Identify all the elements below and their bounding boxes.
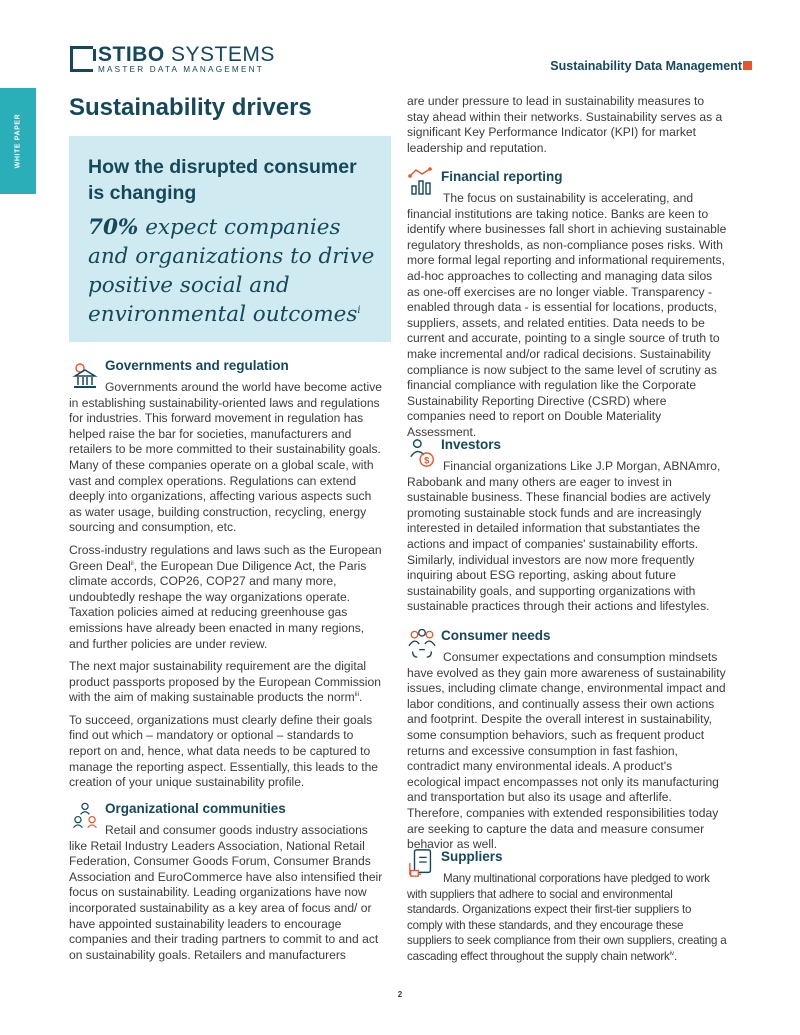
accent-square (743, 61, 752, 70)
page-heading: Sustainability drivers (69, 94, 312, 121)
document-title: Sustainability Data Management (550, 59, 742, 73)
consumer-body: Consumer expectations and consumption mindsets have evolved as they gain more awareness of sustainability issues, including climate change, environmental impact and labor conditions, and continually assess their own actions and footprint. Despite the overall interest in sustainability, some consumption behaviors, such as frequent product returns and excessive consumption in fast fashion, contradict many environmental ideals. A product's ecological impact encompasses not only its manufacturing and transportation but also its usage and afterlife. Therefore, companies with extended responsibilities today are seeking to capture the data and measure consumer behavior as well. (407, 650, 726, 852)
callout-title: How the disrupted consumer is changing (88, 156, 357, 204)
continuation-text: are under pressure to lead in sustainability measures to stay ahead within their networks. Sustainability serves as a significant Key Performance Indicator (KPI) for market leadership and reputation. (407, 94, 723, 155)
side-tab-label: WHITE PAPER (14, 113, 22, 169)
logo-mark-icon (70, 46, 93, 72)
section-title-consumer: Consumer needs (441, 628, 551, 643)
callout-box (69, 136, 391, 342)
callout-percentage: 70% (88, 215, 139, 240)
suppliers-body: Many multinational corporations have pledged to work with suppliers that adhere to social and environmental standards. Organizations expect their first-tier suppliers to comply with these standards, and they encourage these suppliers to seek compliance from their own suppliers, creating a cascading effect throughout the supply chain network$^{iv}$. (407, 872, 727, 963)
section-title-suppliers: Suppliers (441, 849, 503, 864)
section-title-financial: Financial reporting (441, 169, 563, 184)
financial-body: The focus on sustainability is accelerating, and financial institutions are taking notice. Banks are keen to identify where businesses fall short in achieving sustainable regulatory thresholds, as non-compliance poses risks. With more formal legal reporting and informational requirements, ad-hoc approaches to collecting and managing data silos as one-off exercises are no longer viable. Transparency - enabled through data - is essential for locations, products, suppliers, assets, and related entities. Data needs to be current and accurate, pointing to a single source of truth to make incremental and/or radical decisions. Sustainability compliance is now subject to the same level of scrutiny as financial compliance with regulation like the Corporate Sustainability Reporting Directive (CSRD) where companies need to report on Double Materiality Assessment. (407, 191, 727, 439)
logo-tagline: MASTER DATA MANAGEMENT (98, 65, 264, 74)
logo-wordmark: STIBO SYSTEMS (98, 43, 275, 66)
section-title-communities: Organizational communities (105, 801, 286, 816)
governments-body: Governments around the world have become active in establishing sustainability-oriented laws and regulations for industries. This forward movement in regulation has helped raise the bar for societies, manufacturers and retailers to be more committed to their sustainability goals. Many of these companies operate on a global scale, with vast and complex operations. Regulations can extend deeply into organizations, affecting various aspects such as water usage, building construction, recycling, energy sourcing and consumption, etc. Cross-industry regulations and laws such as the European Green Deal$^{ii}$, the European Due Diligence Act, the Paris climate accords, COP26, COP27 and many more, undoubtedly reshape the way organizations operate. Taxation policies aimed at reducing greenhouse gas emissions have already been enacted in many regions, and further policies are under review. The next major sustainability requirement are the digital product passports proposed by the European Commission with the aim of making sustainable products the norm$^{iii}$. To succeed, organizations must clearly define their goals find out which – mandatory or optional – standards to report on and, hence, what data needs to be captured to manage the reporting aspect. Essentially, this leads to the creation of your unique sustainability profile. (69, 380, 382, 790)
communities-body: Retail and consumer goods industry associations like Retail Industry Leaders Association, National Retail Federation, Consumer Goods Forum, Consumer Brands Association and EuroCommerce have also intensified their focus on sustainability. Leading organizations have now incorporated sustainability as a key area of focus and/ or have appointed sustainability leaders to encourage companies and their trading partners to commit to and act on sustainability goals. Retailers and manufacturers (69, 823, 383, 962)
section-title-investors: Investors (441, 437, 502, 452)
investors-body: Financial organizations Like J.P Morgan, ABNAmro, Rabobank and many others are eager to invest in sustainable business. These financial bodies are actively promoting sustainable stock funds and are increasingly interested in detailed information that substantiates the actions and impact of companies' sustainability efforts. Similarly, individual investors are now more frequently inquiring about ESG reporting, asking about future sustainability goals, and supporting organizations with sustainable practices through their actions and lifestyles. (407, 459, 721, 614)
svg-text:$: $ (424, 455, 430, 466)
stibo-logo (70, 43, 275, 74)
section-title-governments: Governments and regulation (105, 358, 289, 373)
page-number: 2 (397, 990, 403, 999)
callout-quote: 70% expect companies and organizations to drive positive social and environmental outcomes$^i$ (88, 215, 375, 327)
